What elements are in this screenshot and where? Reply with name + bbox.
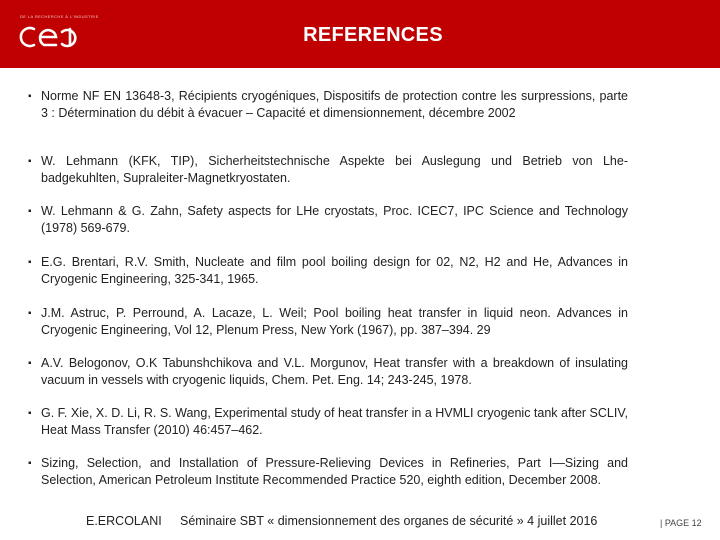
footer-author: E.ERCOLANI bbox=[86, 514, 162, 528]
reference-item bbox=[28, 455, 628, 489]
logo-tagline: DE LA RECHERCHE À L'INDUSTRIE bbox=[20, 14, 99, 19]
reference-text: Norme NF EN 13648-3, Récipients cryogéniques, Dispositifs de protection contre les surpressions, parte 3 : Détermination du débit à évacuer – Capacité et dimensionnement, décembre 2002 bbox=[41, 89, 628, 120]
reference-text: Sizing, Selection, and Installation of Pressure-Relieving Devices in Refineries, Part I—Sizing and Selection, American Petroleum Institute Recommended Practice 520, eighth edition, December 2008. bbox=[41, 456, 628, 487]
reference-text: E.G. Brentari, R.V. Smith, Nucleate and film pool boiling design for 02, N2, H2 and He, Advances in Cryogenic Engineering, 325-341, 1965. bbox=[41, 255, 628, 286]
bullet-icon: ▪ bbox=[28, 408, 32, 419]
reference-text: A.V. Belogonov, O.K Tabunshchikova and V.L. Morgunov, Heat transfer with a breakdown of insulating vacuum in vessels with cryogenic liquids, Chem. Pet. Eng. 14; 243-245, 1978. bbox=[41, 356, 628, 387]
bullet-icon: ▪ bbox=[28, 358, 32, 369]
bullet-icon: ▪ bbox=[28, 156, 32, 167]
reference-item bbox=[28, 153, 628, 187]
page-title: REFERENCES bbox=[303, 24, 443, 46]
reference-text: J.M. Astruc, P. Perround, A. Lacaze, L. Weil; Pool boiling heat transfer in liquid neon. Advances in Cryogenic Engineering, Vol 12, Plenum Press, New York (1967), pp. 387–394. 29 bbox=[41, 306, 628, 337]
reference-item bbox=[28, 88, 628, 122]
footer-seminar: Séminaire SBT « dimensionnement des organes de sécurité » 4 juillet 2016 bbox=[180, 514, 598, 528]
reference-text: W. Lehmann (KFK, TIP), Sicherheitstechnische Aspekte bei Auslegung und Betrieb von Lhe-badgekuhlten, Supraleiter-Magnetkryostaten. bbox=[41, 154, 628, 185]
bullet-icon: ▪ bbox=[28, 257, 32, 268]
page-number: | PAGE 12 bbox=[660, 518, 702, 528]
reference-item bbox=[28, 405, 628, 439]
reference-text: G. F. Xie, X. D. Li, R. S. Wang, Experimental study of heat transfer in a HVMLI cryogenic tank after SCLIV, Heat Mass Transfer (2010) 46:457–462. bbox=[41, 406, 628, 437]
reference-item bbox=[28, 254, 628, 288]
reference-item bbox=[28, 305, 628, 339]
bullet-icon: ▪ bbox=[28, 308, 32, 319]
bullet-icon: ▪ bbox=[28, 91, 32, 102]
header-bar bbox=[0, 0, 720, 68]
bullet-icon: ▪ bbox=[28, 458, 32, 469]
reference-item bbox=[28, 203, 628, 237]
bullet-icon: ▪ bbox=[28, 206, 32, 217]
reference-text: W. Lehmann & G. Zahn, Safety aspects for LHe cryostats, Proc. ICEC7, IPC Science and Technology (1978) 569-679. bbox=[41, 204, 628, 235]
reference-item bbox=[28, 355, 628, 389]
